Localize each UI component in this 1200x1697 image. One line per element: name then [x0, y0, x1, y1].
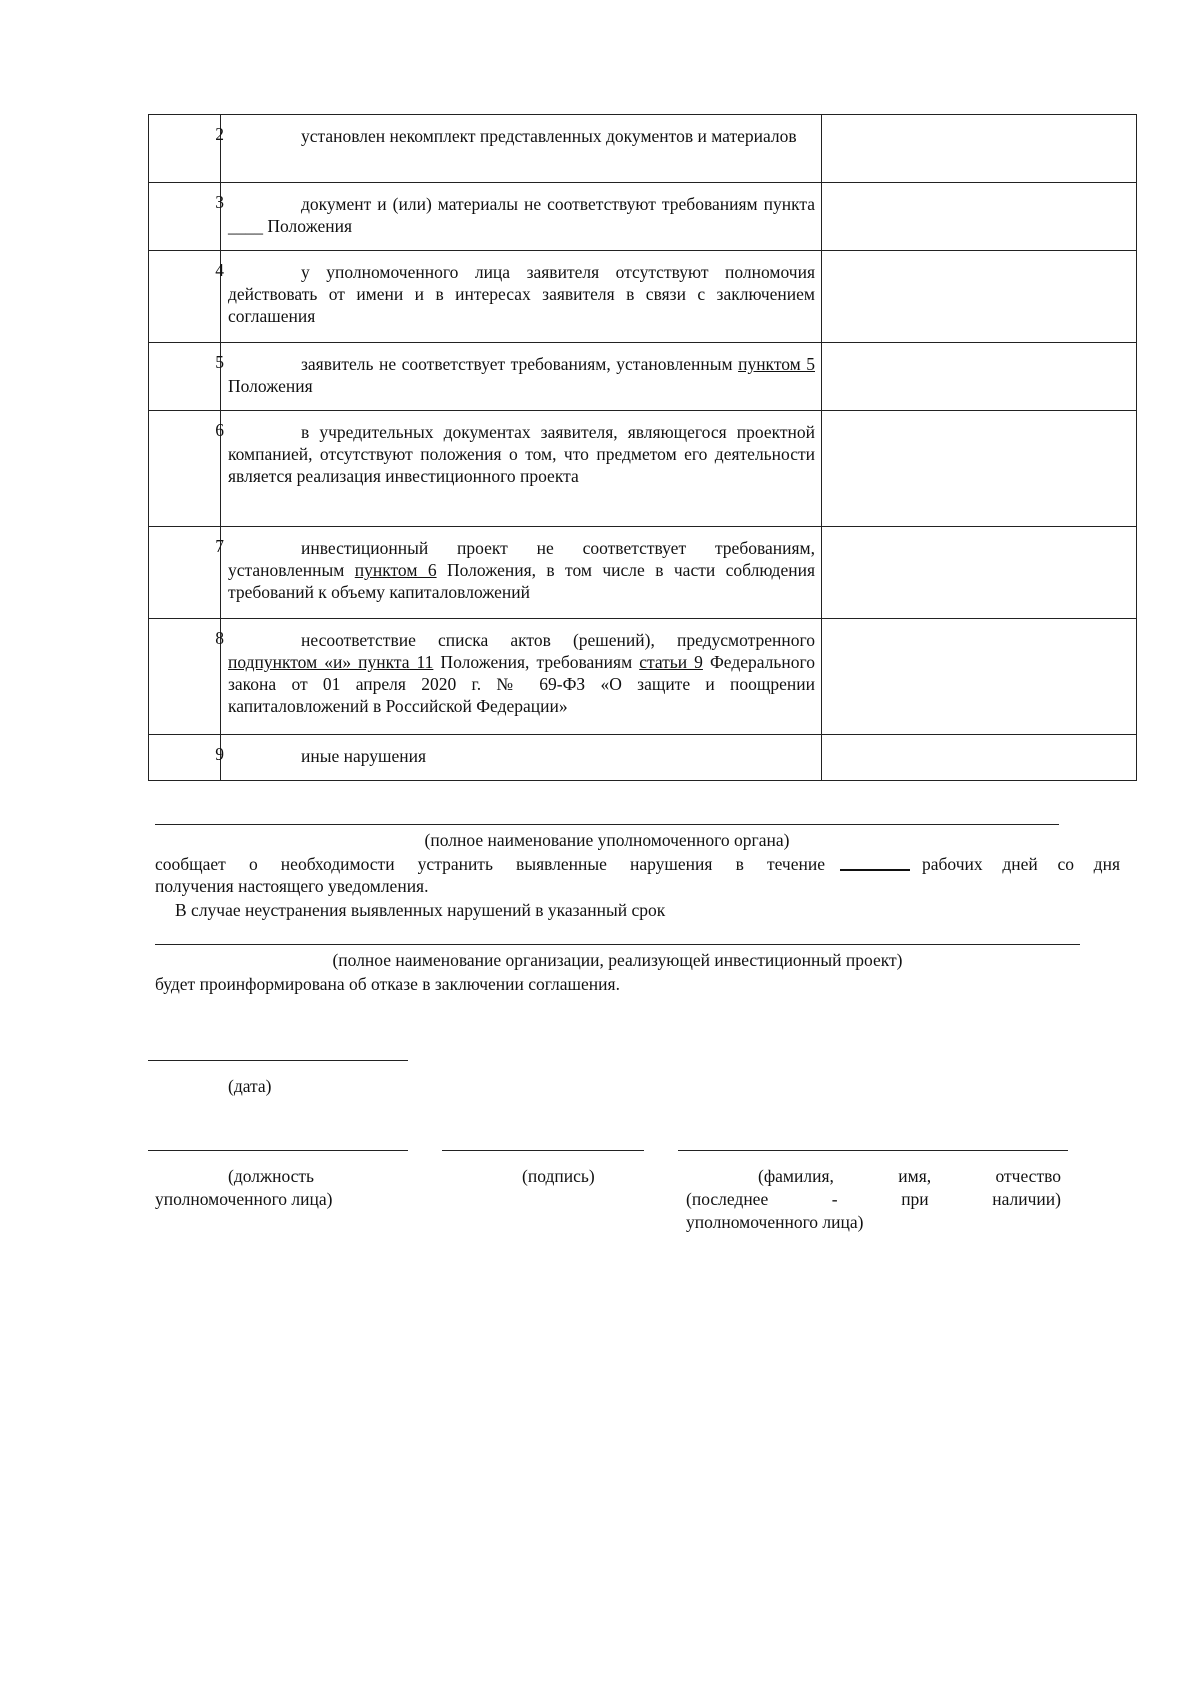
row-mark-cell: [822, 527, 1136, 618]
link-statya-9[interactable]: статьи 9: [639, 652, 703, 672]
org-name-caption: (полное наименование организации, реализующей инвестиционный проект): [332, 950, 903, 970]
row-text: документ и (или) материалы не соответствуют требованиям пункта ____ Положения: [228, 194, 815, 236]
row-number: 4: [215, 260, 224, 280]
name-line: [678, 1150, 1068, 1151]
organ-name-line: [155, 824, 1059, 825]
notice-line-1a: сообщает о необходимости устранить выявленные нарушения в течение: [155, 854, 825, 874]
table-row: 8 несоответствие списка актов (решений), предусмотренного подпунктом «и» пункта 11 Положения, требованиям статьи 9 Федерального закона от 01 апреля 2020 г. № 69-ФЗ «О защите и поощрении капиталовложений в Российской Федерации»: [149, 618, 1136, 734]
row-text: в учредительных документах заявителя, являющегося проектной компанией, отсутствуют положения о том, что предметом его деятельности является реализация инвестиционного проекта: [228, 422, 815, 486]
row-number: 3: [215, 192, 224, 212]
date-caption: (дата): [228, 1076, 272, 1096]
row-number: 9: [215, 744, 224, 764]
notice-line-2: получения настоящего уведомления.: [155, 876, 429, 896]
signature-caption: (подпись): [522, 1166, 595, 1186]
row-text: иные нарушения: [301, 746, 427, 766]
link-punkt-6[interactable]: пунктом 6: [354, 560, 437, 580]
row-text: установлен некомплект представленных документов и материалов: [301, 126, 797, 146]
violations-table: [148, 114, 1137, 781]
row-mark-cell: [822, 619, 1136, 734]
row-number: 5: [215, 352, 224, 372]
row-number: 2: [215, 124, 224, 144]
table-row: 7 инвестиционный проект не соответствует требованиям, установленным пунктом 6 Положения, в том числе в части соблюдения требований к объему капиталовложений: [149, 526, 1136, 618]
row-mark-cell: [822, 411, 1136, 526]
row-mark-cell: [822, 343, 1136, 410]
row-mark-cell: [822, 183, 1136, 250]
name-caption-2: (последнее - при наличии): [686, 1189, 1061, 1209]
row-text: у уполномоченного лица заявителя отсутствуют полномочия действовать от имени и в интересах заявителя в связи с заключением соглашения: [228, 262, 815, 326]
link-punkt-5[interactable]: пунктом 5: [738, 354, 815, 374]
link-podpunkt-i-punkt-11[interactable]: подпунктом «и» пункта 11: [228, 652, 434, 672]
row-mark-cell: [822, 251, 1136, 342]
table-row: [149, 115, 1136, 182]
name-caption-3: уполномоченного лица): [686, 1212, 864, 1232]
notice-line-3: В случае неустранения выявленных нарушений в указанный срок: [175, 900, 666, 920]
notice-line-1b: рабочих дней со дня: [922, 854, 1120, 874]
org-name-line: [155, 944, 1080, 945]
row-number: 8: [215, 628, 224, 648]
row-mark-cell: [822, 115, 1136, 182]
position-caption-1: (должность: [228, 1166, 315, 1186]
position-line: [148, 1150, 408, 1151]
notice-line-4: будет проинформирована об отказе в заключении соглашения.: [155, 974, 620, 994]
table-row: 5 заявитель не соответствует требованиям, установленным пунктом 5 Положения: [149, 342, 1136, 410]
row-number: 7: [215, 536, 224, 556]
table-row: [149, 182, 1136, 250]
table-row: [149, 250, 1136, 342]
row-number: 6: [215, 420, 224, 440]
date-line: [148, 1060, 408, 1061]
row-mark-cell: [822, 735, 1136, 780]
name-caption-1: (фамилия, имя, отчество: [758, 1166, 1061, 1186]
signature-line: [442, 1150, 644, 1151]
table-row: [149, 410, 1136, 526]
days-blank: [840, 855, 910, 871]
position-caption-2: уполномоченного лица): [155, 1189, 333, 1209]
organ-name-caption: (полное наименование уполномоченного органа): [424, 830, 790, 850]
table-row: [149, 734, 1136, 780]
